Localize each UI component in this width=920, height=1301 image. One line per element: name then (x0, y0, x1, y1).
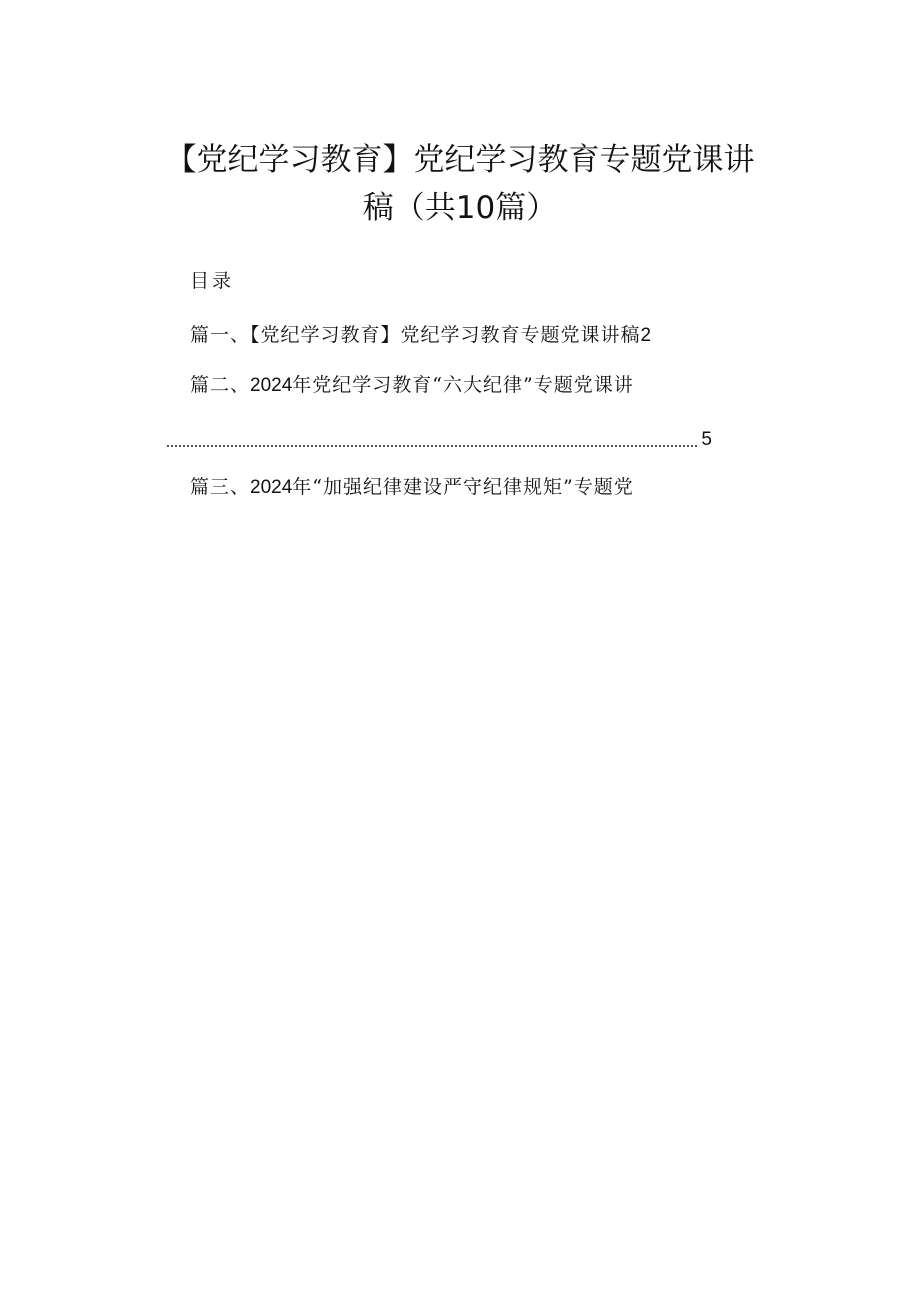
toc-entry-3-year: 2024 (250, 477, 293, 498)
toc-entry-1[interactable] (190, 320, 651, 351)
toc-entry-2[interactable] (190, 370, 634, 401)
toc-entry-1-page: 2 (640, 325, 652, 346)
toc-entry-1-text: 【党纪学习教育】党纪学习教育专题党课讲稿 (250, 324, 641, 346)
toc-entry-2-page: 5 (701, 429, 712, 450)
toc-entry-2-leader[interactable] (166, 425, 712, 455)
toc-entry-3-text: 年“加强纪律建设严守纪律规矩”专题党 (292, 476, 634, 498)
title-line-1: 【党纪学习教育】党纪学习教育专题党课讲 (165, 142, 755, 178)
toc-heading: 目录 (190, 270, 235, 292)
toc-entry-2-prefix: 篇二、 (190, 374, 251, 396)
toc-entry-3-prefix: 篇三、 (190, 476, 251, 498)
toc-entry-2-text: 年党纪学习教育“六大纪律”专题党课讲 (292, 374, 634, 396)
toc-entry-1-prefix: 篇一、 (190, 324, 251, 346)
document-title (130, 136, 790, 232)
toc-entry-3[interactable] (190, 472, 634, 503)
dot-leader (166, 425, 701, 455)
title-line-2: 稿（共10篇） (362, 190, 558, 226)
toc-entry-2-year: 2024 (250, 375, 293, 396)
